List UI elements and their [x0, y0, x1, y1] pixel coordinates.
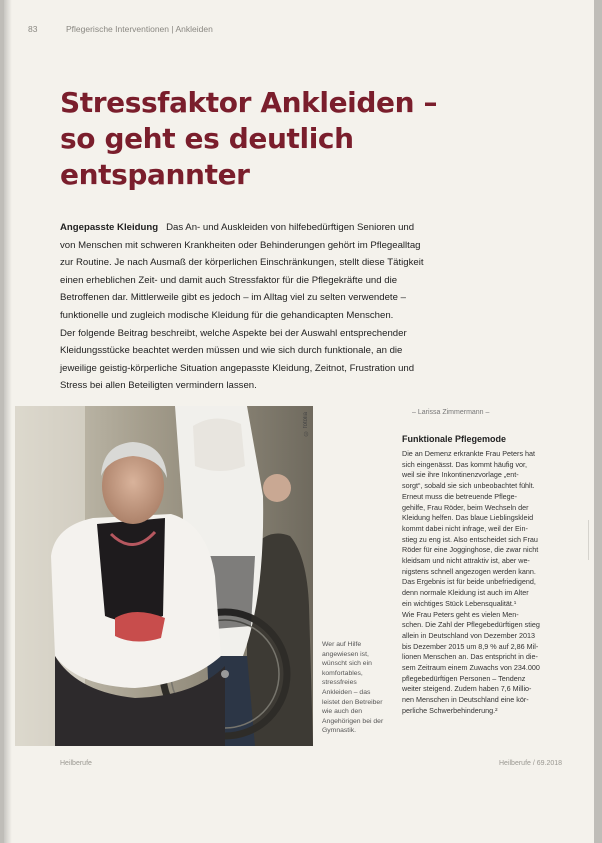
body-line: Röder für eine Jogginghose, die zwar nicht	[402, 545, 539, 555]
caption-line: angewiesen ist,	[322, 650, 369, 658]
headline-line: so geht es deutlich	[60, 122, 354, 155]
caption-line: komfortables,	[322, 669, 363, 677]
body-line: weil sie ihre Inkontinenzvorlage „ent-	[402, 470, 519, 480]
lead-text: Das An- und Auskleiden von hilfebedürftigen Senioren und	[166, 222, 415, 233]
body-line: Erneut muss die betreuende Pflege-	[402, 491, 518, 501]
page-number: 83	[28, 24, 38, 34]
lead-line: Betroffenen dar. Mittlerweile gibt es jedoch – im Alltag viel zu selten verwendete –	[60, 292, 406, 304]
author-byline: – Larissa Zimmermann –	[412, 409, 490, 416]
photo-caption	[322, 640, 383, 736]
caption-line: Wer auf Hilfe	[322, 641, 362, 648]
section-subheading: Funktionale Pflegemode	[402, 434, 507, 444]
body-line: gehilfe, Frau Röder, beim Wechseln der	[402, 502, 529, 512]
caption-line: leistet den Betreiber	[322, 698, 383, 706]
body-line: sich eingenässt. Das kommt häufig vor,	[402, 459, 528, 469]
caption-line: Ankleiden – das	[322, 688, 371, 696]
body-line: Wie Frau Peters geht es vielen Men-	[402, 609, 519, 619]
lead-line: funktionelle und zugleich modische Kleidung für die gehandicapten Menschen.	[60, 309, 394, 321]
caregiver-collar	[193, 418, 245, 471]
caption-line: Angehörigen bei der	[322, 717, 384, 725]
article-headline	[60, 85, 437, 193]
body-line: weiter steigend. Zudem haben 7,6 Millio-	[402, 684, 532, 694]
lead-line: Kleidungsstücke beachtet werden müssen und wie sich durch funktionale, an die	[60, 345, 403, 357]
photo-credit: © fotolia	[303, 412, 309, 436]
paper-clip-mark	[588, 520, 594, 560]
body-line: schen. Die Zahl der Pflegebedürftigen stieg	[402, 620, 540, 630]
body-line: sem Zeitraum einem Zuwachs von 234.000	[402, 663, 540, 673]
photo-illustration	[15, 406, 313, 746]
lead-line: jeweilige geistig-körperliche Situation angepasste Kleidung, Zeitnot, Frustration und	[60, 362, 415, 374]
lead-line	[60, 219, 480, 237]
body-line: stieg zu eng ist. Also entscheidet sich Frau	[402, 534, 538, 544]
footer-right: Heilberufe / 69.2018	[499, 760, 563, 767]
caption-line: wie auch den	[322, 708, 363, 716]
body-line: kommt dabei nicht infrage, weil der Ein-	[402, 523, 528, 533]
body-line: Das Ergebnis ist für beide unbefriedigend,	[402, 577, 536, 587]
article-photo	[15, 406, 313, 746]
lead-line: von Menschen mit schweren Krankheiten oder Behinderungen gehört im Pflegealltag	[60, 239, 421, 251]
article-body-column	[402, 449, 540, 717]
woman-handbag	[115, 612, 165, 642]
background-person-head	[263, 474, 291, 502]
body-line: ein wichtiges Stück Lebensqualität.¹	[402, 598, 517, 608]
body-line: nigstens schnell angezogen werden kann.	[402, 566, 536, 576]
body-line: allein in Deutschland von Dezember 2013	[402, 630, 536, 640]
headline-line: Stressfaktor Ankleiden –	[60, 86, 438, 119]
caption-line: Gymnastik.	[322, 727, 356, 735]
page-gutter-shadow	[4, 0, 12, 843]
headline-line: entspannter	[60, 158, 250, 191]
body-line: nen Menschen in Deutschland eine kör-	[402, 695, 529, 705]
body-line: Die an Demenz erkrankte Frau Peters hat	[402, 449, 536, 458]
lead-paragraph	[60, 219, 480, 395]
caption-line: wünscht sich ein	[322, 660, 372, 668]
body-line: Kleidung helfen. Das blaue Lieblingskleid	[402, 513, 534, 523]
body-line: bis Dezember 2015 um 8,9 % auf 2,86 Mil-	[402, 641, 539, 651]
magazine-page	[4, 0, 594, 843]
lead-line: zur Routine. Je nach Ausmaß der körperlichen Einschränkungen, stellt diese Tätigkeit	[60, 257, 424, 269]
body-line: lionen Menschen an. Das entspricht in die-	[402, 652, 538, 662]
caption-line: stressfreies	[322, 679, 357, 687]
lead-line: Stress bei allen Beteiligten vermindern lassen.	[60, 380, 257, 392]
section-label: Pflegerische Interventionen | Ankleiden	[66, 24, 213, 34]
body-line: kleidsam und nicht attraktiv ist, aber we-	[402, 556, 530, 566]
footer-left: Heilberufe	[60, 760, 92, 767]
running-head	[28, 24, 213, 34]
body-line: sorgt“, sobald sie sich unbeobachtet fühlt.	[402, 481, 535, 491]
lead-line: Der folgende Beitrag beschreibt, welche Aspekte bei der Auswahl entsprechender	[60, 327, 407, 339]
lead-line: einen erheblichen Zeit- und damit auch Stressfaktor für die Pflegekräfte und die	[60, 274, 398, 286]
body-line: pflegebedürftigen Personen – Tendenz	[402, 673, 526, 683]
lead-kicker: Angepasste Kleidung	[60, 222, 159, 233]
body-line: perliche Schwerbehinderung.²	[402, 705, 498, 715]
body-line: denn normale Kleidung ist auch im Alter	[402, 588, 529, 598]
wheelchair-hub	[221, 670, 229, 678]
